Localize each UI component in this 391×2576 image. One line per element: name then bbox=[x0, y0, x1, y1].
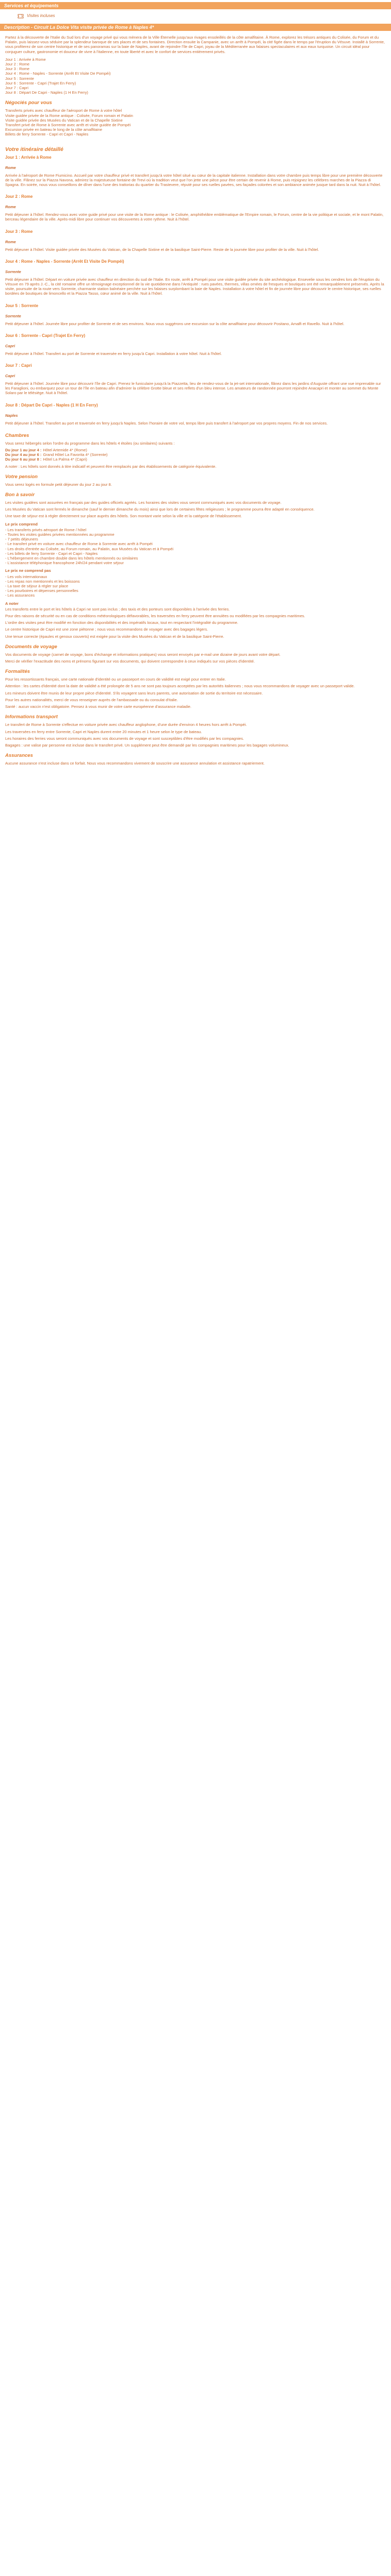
negotiated-item: Visite guidée privée de la Rome antique : Colisée, Forum romain et Palatin bbox=[5, 113, 133, 118]
room-item bbox=[5, 452, 386, 457]
excluded-item: - La taxe de séjour à régler sur place bbox=[5, 584, 69, 589]
notes-heading: A noter bbox=[5, 601, 19, 606]
included-item: - Le transfert privé en voiture avec chauffeur de Rome à Sorrente avec arrêt à Pompéi bbox=[5, 541, 153, 547]
description-title-bar: Description - Circuit La Dolce Vita visite privée de Rome à Naples 4* bbox=[0, 24, 391, 31]
days-summary-item: Jour 1 : Arrivée à Rome bbox=[5, 57, 46, 62]
negotiated-item: Billets de ferry Sorrente - Capri et Capri - Naples bbox=[5, 132, 89, 137]
good-to-know-paragraph: Une taxe de séjour est à régler directement sur place auprès des hôtels. Son montant varie selon la ville et la catégorie de l'établissement. bbox=[5, 514, 242, 519]
rooms-intro: Vous serez hébergés selon l'ordre du programme dans les hôtels 4 étoiles (ou similaires) suivants : bbox=[5, 440, 175, 446]
note-paragraph: Le centre historique de Capri est une zone piétonne ; nous vous recommandons de voyager avec des bagages légers. bbox=[5, 627, 208, 632]
day-place: Rome bbox=[5, 165, 16, 170]
note-paragraph: Pour des raisons de sécurité ou en cas de conditions météorologiques défavorables, les traversées en ferry peuvent être annulées ou modifiées par les compagnies maritimes. bbox=[5, 614, 305, 619]
included-item: - Les transferts privés aéroport de Rome / hôtel bbox=[5, 527, 87, 532]
insurance-heading: Assurances bbox=[5, 753, 33, 759]
documents-paragraphs bbox=[5, 652, 386, 664]
days-summary-item: Jour 7 : Capri bbox=[5, 85, 29, 90]
service-label: Visites incluses bbox=[27, 13, 55, 19]
day-description: Petit déjeuner à l'hôtel. Journée libre pour découvrir l'île de Capri. Prenez le funiculaire jusqu'à la Piazzetta, lieu de rendez-vous de la jet-set internationale, flânez dans les jardins d'Auguste offrant une vue imprenable sur les Faraglioni, ou embarquez pour un tour de l'île en bateau afin d'admirer la célèbre Grotte bleue et ses reflets d'un bleu intense. Les amateurs de randonnée pourront rejoindre Anacapri et monter au sommet du Monte Solaro par le télésiège. Nuit à l'hôtel. bbox=[5, 381, 381, 396]
itinerary-day bbox=[5, 259, 386, 296]
note-paragraph: Une tenue correcte (épaules et genoux couverts) est exigée pour la visite des Musées du Vatican et de la basilique Saint-Pierre. bbox=[5, 634, 224, 639]
transport-paragraphs bbox=[5, 722, 386, 748]
negotiated-list bbox=[5, 108, 386, 137]
formalities-paragraph: Pour les ressortissants français, une carte nationale d'identité ou un passeport en cours de validité est exigé pour entrer en Italie. bbox=[5, 677, 226, 682]
day-place: Sorrente bbox=[5, 269, 21, 274]
transport-paragraph: Le transfert de Rome à Sorrente s'effectue en voiture privée avec chauffeur anglophone, d'une durée d'environ 4 heures hors arrêt à Pompéi. bbox=[5, 722, 247, 727]
insurance-paragraph: Aucune assurance n'est incluse dans ce forfait. Nous vous recommandons vivement de souscrire une assurance annulation et assistance rapatriement. bbox=[5, 761, 265, 766]
room-item bbox=[5, 448, 386, 452]
good-to-know-heading: Bon à savoir bbox=[5, 492, 35, 498]
day-description: Petit déjeuner à l'hôtel. Départ en voiture privée avec chauffeur en direction du sud de l'Italie. En route, arrêt à Pompéi pour une visite guidée privée du site archéologique. Ensevelie sous les cendres lors de l'éruption du Vésuve en 79 après J.-C., la cité romaine offre un témoignage exceptionnel de la vie quotidienne dans l'Antiquité : rues pavées, thermes, villas ornées de fresques et boutiques ont été remarquablement préservés. Après la visite, poursuite de la route vers Sorrente, charmante station balnéaire perchée sur les falaises surplombant la baie de Naples. Installation à votre hôtel et fin de journée libre pour découvrir le centre historique, ses ruelles bordées de boutiques de limoncello et la Piazza Tasso, cœur animé de la ville. Nuit à l'hôtel. bbox=[5, 277, 384, 296]
day-title: Jour 5 : Sorrente bbox=[5, 303, 39, 308]
days-summary-item: Jour 6 : Sorrente - Capri (Trajet En Ferry) bbox=[5, 80, 76, 86]
negotiated-item: Transfert privé de Rome à Sorrente avec arrêt et visite guidée de Pompéi bbox=[5, 122, 131, 127]
day-description: Arrivée à l'aéroport de Rome Fiumicino. Accueil par votre chauffeur privé et transfert jusqu'à votre hôtel situé au cœur de la capitale italienne. Installation dans votre chambre puis temps libre pour une première découverte de la ville. Flânez sur la Piazza Navona, admirez la majestueuse fontaine de Trevi où la tradition veut que l'on jette une pièce pour être certain de revenir à Rome, puis rejoignez les célèbres marches de la Piazza di Spagna. En soirée, nous vous conseillons de dîner dans l'une des trattorias du quartier du Trastevere, réputé pour ses ruelles pavées, ses façades colorées et son ambiance animée jusque tard dans la nuit. Nuit à l'hôtel. bbox=[5, 173, 383, 187]
itinerary-days bbox=[5, 155, 386, 426]
room-item bbox=[5, 457, 386, 462]
included-item: - 7 petits déjeuners bbox=[5, 537, 38, 542]
included-item: - Les droits d'entrée au Colisée, au Forum romain, au Palatin, aux Musées du Vatican et à Pompéi bbox=[5, 546, 174, 551]
days-summary-list bbox=[5, 57, 386, 95]
negotiated-item: Visite guidée privée des Musées du Vatican et de la Chapelle Sixtine bbox=[5, 117, 123, 123]
services-title-bar: Services et équipements bbox=[0, 2, 391, 9]
itinerary-day bbox=[5, 363, 386, 396]
excluded-item: - Les vols internationaux bbox=[5, 574, 47, 579]
notes-list bbox=[5, 607, 386, 639]
documents-heading: Documents de voyage bbox=[5, 643, 57, 650]
days-summary-item: Jour 3 : Rome bbox=[5, 66, 30, 72]
day-place: Naples bbox=[5, 413, 18, 418]
negotiated-item: Transferts privés avec chauffeur de l'aéroport de Rome à votre hôtel bbox=[5, 108, 122, 113]
itinerary-day bbox=[5, 229, 386, 252]
included-item: - Toutes les visites guidées privées mentionnées au programme bbox=[5, 532, 115, 537]
room-period: Du jour 1 au jour 4 : bbox=[5, 447, 42, 452]
formalities-paragraph: Santé : aucun vaccin n'est obligatoire. Pensez à vous munir de votre carte européenne d'assurance maladie. bbox=[5, 704, 191, 709]
day-title: Jour 3 : Rome bbox=[5, 229, 33, 234]
itinerary-day bbox=[5, 303, 386, 326]
excluded-item: - Les repas non mentionnés et les boissons bbox=[5, 579, 80, 584]
service-item bbox=[18, 12, 386, 20]
ticket-icon bbox=[18, 13, 24, 19]
good-to-know-paragraphs bbox=[5, 500, 386, 519]
room-hotel: Hôtel La Palma 4* (Capri) bbox=[43, 457, 87, 462]
itinerary-day bbox=[5, 194, 386, 222]
day-description: Petit déjeuner à l'hôtel. Rendez-vous avec votre guide privé pour une visite de la Rome antique : le Colisée, amphithéâtre emblématique de l'Empire romain, le Forum, centre de la vie politique et sociale, et le mont Palatin, berceau légendaire de la ville. Après-midi libre pour continuer vos découvertes à votre rythme. Nuit à l'hôtel. bbox=[5, 212, 384, 222]
day-title: Jour 8 : Départ De Capri - Naples (1 H En Ferry) bbox=[5, 402, 98, 408]
rooms-list bbox=[5, 448, 386, 462]
days-summary-item: Jour 2 : Rome bbox=[5, 62, 30, 66]
day-description: Petit déjeuner à l'hôtel. Journée libre pour profiter de Sorrente et de ses environs. Nous vous suggérons une excursion sur la côte amalfitaine pour découvrir Positano, Amalfi et Ravello. Nuit à l'hôtel. bbox=[5, 321, 345, 326]
negotiated-item: Excursion privée en bateau le long de la côte amalfitaine bbox=[5, 127, 103, 132]
formalities-paragraph: Les mineurs doivent être munis de leur propre pièce d'identité. S'ils voyagent sans leurs parents, une autorisation de sortie du territoire est nécessaire. bbox=[5, 690, 263, 696]
excluded-item: - Les assurances bbox=[5, 593, 35, 598]
excluded-item: - Les pourboires et dépenses personnelles bbox=[5, 588, 78, 594]
note-paragraph: Les transferts entre le port et les hôtels à Capri ne sont pas inclus ; des taxis et des porteurs sont disponibles à l'arrivée des ferries. bbox=[5, 606, 230, 612]
itinerary-day bbox=[5, 333, 386, 356]
day-title: Jour 6 : Sorrente - Capri (Trajet En Ferry) bbox=[5, 333, 86, 338]
negotiated-heading: Négociés pour vous bbox=[5, 100, 52, 106]
formalities-paragraph: Pour les autres nationalités, merci de vous renseigner auprès de l'ambassade ou du consulat d'Italie. bbox=[5, 697, 178, 702]
formalities-section bbox=[5, 669, 386, 709]
room-period: Du jour 6 au jour 8 : bbox=[5, 457, 42, 462]
day-place: Capri bbox=[5, 373, 15, 378]
description-intro: Partez à la découverte de l'Italie du Sud lors d'un voyage privé qui vous mènera de la Ville Éternelle jusqu'aux rivages ensoleillés de la côte amalfitaine. À Rome, explorez les trésors antiques du Colisée, du Forum et du Palatin, puis laissez-vous séduire par la splendeur baroque de ses places et de ses fontaines. Direction ensuite la Campanie, avec un arrêt à Pompéi, la cité figée dans le temps par l'éruption du Vésuve. Installé à Sorrente, vous profiterez de son centre historique et de ses panoramas sur la baie de Naples, avant de rejoindre l'île de Capri, joyau de la Méditerranée aux falaises spectaculaires et aux eaux turquoise. Un circuit idéal pour conjuguer culture, gastronomie et douceur de vivre à l'italienne, en toute liberté et avec le confort de services entièrement privés. bbox=[5, 35, 385, 54]
rooms-heading: Chambres bbox=[5, 432, 29, 438]
days-summary-item: Jour 5 : Sorrente bbox=[5, 76, 34, 81]
formalities-paragraphs bbox=[5, 677, 386, 709]
day-place: Capri bbox=[5, 343, 15, 348]
transport-paragraph: Les horaires des ferries vous seront communiqués avec vos documents de voyage et sont susceptibles d'être modifiés par les compagnies. bbox=[5, 736, 244, 741]
excluded-list bbox=[5, 574, 386, 598]
page-content bbox=[0, 0, 391, 766]
included-list bbox=[5, 528, 386, 566]
day-title: Jour 2 : Rome bbox=[5, 194, 33, 199]
included-item: - L'hébergement en chambre double dans les hôtels mentionnés ou similaires bbox=[5, 556, 138, 561]
days-summary-item: Jour 4 : Rome - Naples - Sorrente (Arrêt Et Visite De Pompéi) bbox=[5, 71, 111, 76]
day-description: Petit déjeuner à l'hôtel. Transfert au port et traversée en ferry jusqu'à Naples. Selon l'horaire de votre vol, temps libre puis transfert à l'aéroport par vos propres moyens. Fin de nos services. bbox=[5, 420, 328, 426]
included-item: - Les billets de ferry Sorrente - Capri et Capri - Naples bbox=[5, 551, 98, 556]
note-paragraph: L'ordre des visites peut être modifié en fonction des disponibilités et des impératifs locaux, tout en respectant l'intégralité du programme. bbox=[5, 620, 238, 625]
rooms-section bbox=[5, 433, 386, 469]
documents-paragraph: Vos documents de voyage (carnet de voyage, bons d'échange et informations pratiques) vous seront envoyés par e-mail une dizaine de jours avant votre départ. bbox=[5, 652, 281, 657]
days-summary-item: Jour 8 : Départ De Capri - Naples (1 H En Ferry) bbox=[5, 90, 88, 95]
day-place: Rome bbox=[5, 205, 16, 210]
good-to-know-paragraph: Les Musées du Vatican sont fermés le dimanche (sauf le dernier dimanche du mois) ainsi que lors de certaines fêtes religieuses ; le programme pourra être adapté en conséquence. bbox=[5, 507, 315, 512]
room-hotel: Grand Hôtel La Favorita 4* (Sorrente) bbox=[43, 452, 108, 457]
day-description: Petit déjeuner à l'hôtel. Transfert au port de Sorrente et traversée en ferry jusqu'à Capri. Installation à votre hôtel. Nuit à l'hôtel. bbox=[5, 351, 222, 356]
rooms-note: A noter : Les hôtels sont donnés à titre indicatif et peuvent être remplacés par des établissements de catégorie équivalente. bbox=[5, 464, 217, 469]
included-heading: Le prix comprend bbox=[5, 521, 38, 527]
insurance-section bbox=[5, 753, 386, 766]
good-to-know-section bbox=[5, 492, 386, 639]
board-heading: Votre pension bbox=[5, 473, 38, 480]
transport-heading: Informations transport bbox=[5, 714, 58, 720]
day-place: Rome bbox=[5, 239, 16, 244]
board-text: Vous serez logés en formule petit déjeuner du jour 2 au jour 8. bbox=[5, 482, 112, 487]
room-period: Du jour 4 au jour 6 : bbox=[5, 452, 42, 457]
documents-section bbox=[5, 644, 386, 664]
room-hotel: Hôtel Artemide 4* (Rome) bbox=[43, 447, 87, 452]
included-item: - L'assistance téléphonique francophone 24h/24 pendant votre séjour bbox=[5, 561, 124, 566]
day-title: Jour 1 : Arrivée à Rome bbox=[5, 155, 52, 160]
transport-paragraph: Les traversées en ferry entre Sorrente, Capri et Naples durent entre 20 minutes et 1 heure selon le type de bateau. bbox=[5, 729, 202, 734]
board-section bbox=[5, 474, 386, 487]
transport-paragraph: Bagages : une valise par personne est incluse dans le transfert privé. Un supplément peut être demandé par les compagnies maritimes pour les bagages volumineux. bbox=[5, 742, 289, 748]
formalities-paragraph: Attention : les cartes d'identité dont la date de validité a été prolongée de 5 ans ne sont pas toujours acceptées par les autorités italiennes ; nous vous recommandons de voyager avec un passeport valide. bbox=[5, 684, 355, 689]
formalities-heading: Formalités bbox=[5, 669, 30, 675]
good-to-know-paragraph: Les visites guidées sont assurées en français par des guides officiels agréés. Les horaires des visites vous seront communiqués avec vos documents de voyage. bbox=[5, 500, 282, 505]
day-title: Jour 7 : Capri bbox=[5, 363, 32, 368]
insurance-paragraphs bbox=[5, 761, 386, 766]
day-title: Jour 4 : Rome - Naples - Sorrente (Arrêt Et Visite De Pompéi) bbox=[5, 259, 124, 264]
itinerary-heading: Votre itinéraire détaillé bbox=[5, 146, 63, 152]
itinerary-day bbox=[5, 403, 386, 426]
transport-section bbox=[5, 714, 386, 748]
day-place: Sorrente bbox=[5, 313, 21, 318]
itinerary-day bbox=[5, 155, 386, 188]
excluded-heading: Le prix ne comprend pas bbox=[5, 568, 51, 573]
day-description: Petit déjeuner à l'hôtel. Visite guidée privée des Musées du Vatican, de la Chapelle Sixtine et de la basilique Saint-Pierre. Reste de la journée libre pour profiter de la ville. Nuit à l'hôtel. bbox=[5, 247, 319, 252]
documents-paragraph: Merci de vérifier l'exactitude des noms et prénoms figurant sur vos documents, qui doivent correspondre à ceux indiqués sur vos pièces d'identité. bbox=[5, 659, 255, 664]
